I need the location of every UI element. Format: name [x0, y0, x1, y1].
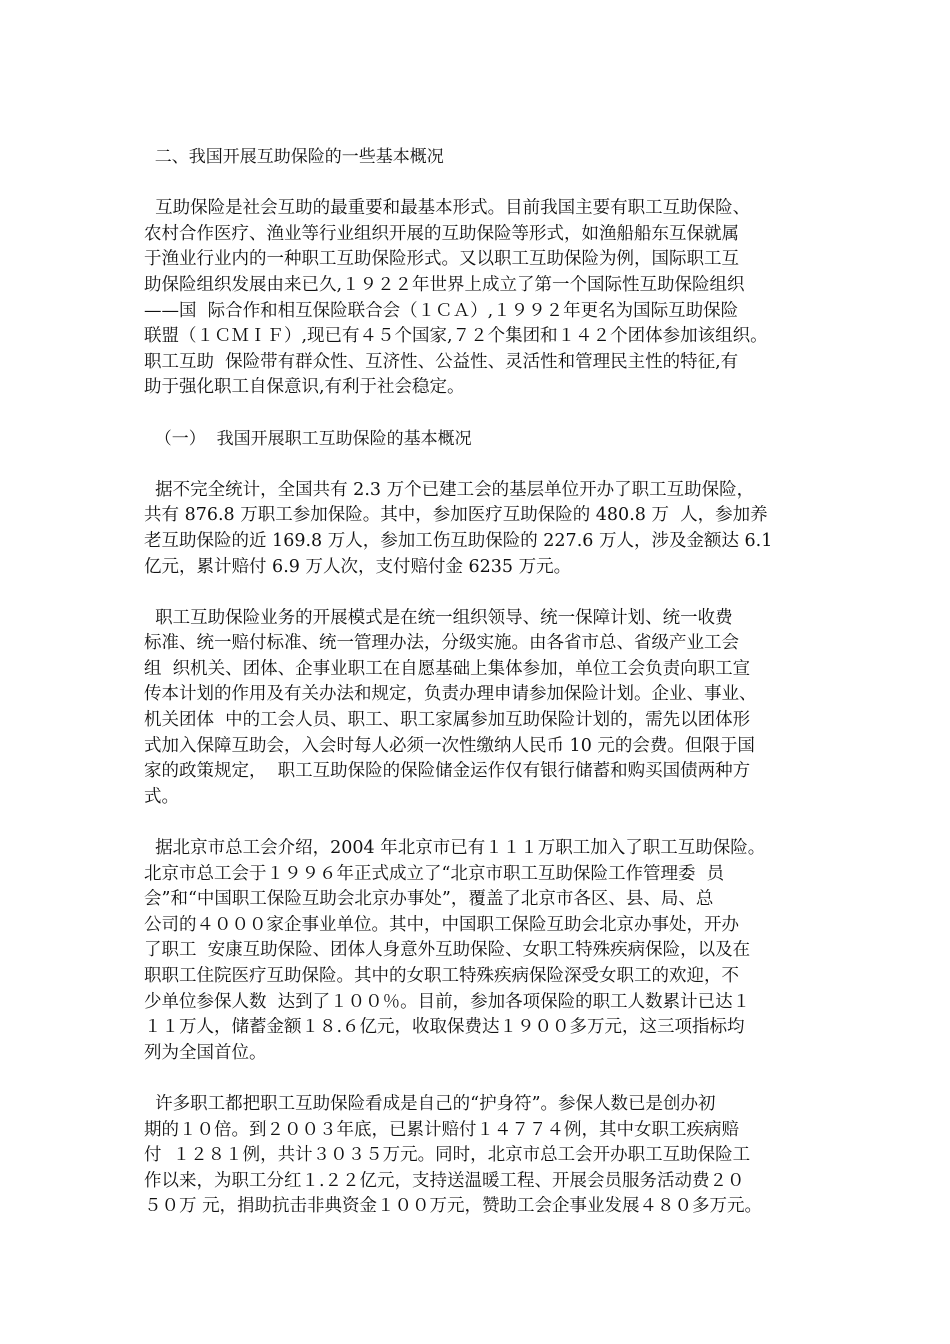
text-line: 职工互助保险业务的开展模式是在统一组织领导、统一保障计划、统一收费	[144, 607, 733, 628]
text-line: 联盟（１ＣＭＩＦ）,现已有４５个国家,７２个集团和１４２个团体参加该组织。	[144, 326, 768, 347]
text-line: 职职工住院医疗互助保险。其中的女职工特殊疾病保险深受女职工的欢迎，不	[144, 966, 739, 986]
text-line: 亿元，累计赔付 6.9 万人次，支付赔付金 6235 万元。	[144, 556, 572, 577]
text-line: 北京市总工会于１９９６年正式成立了“北京市职工互助保险工作管理委 员	[144, 863, 725, 884]
text-line: 助于强化职工自保意识,有利于社会稳定。	[144, 377, 465, 398]
text-line: 期的１０倍。到２００３年底，已累计赔付１４７７４例，其中女职工疾病赔	[144, 1119, 739, 1140]
text-line: 许多职工都把职工互助保险看成是自己的“护身符”。参保人数已是创办初	[144, 1093, 716, 1114]
document-page	[144, 145, 824, 1220]
text-line: 据不完全统计，全国共有 2.3 万个已建工会的基层单位开办了职工互助保险，	[144, 479, 755, 500]
text-line: 式加入保障互助会，入会时每人必须一次性缴纳人民币 10 元的会费。但限于国	[144, 735, 755, 756]
text-line: ——国 际合作和相互保险联合会（１ＣＡ）,１９９２年更名为国际互助保险	[144, 300, 739, 321]
text-line: 式。	[144, 786, 179, 807]
paragraph-spacer	[144, 171, 824, 197]
text-line: 列为全国首位。	[144, 1042, 267, 1063]
paragraph-mutual-insurance-overview	[144, 196, 824, 401]
paragraph-spacer	[144, 1066, 824, 1092]
text-line: 付 １２８１例，共计３０３５万元。同时，北京市总工会开办职工互助保险工	[144, 1145, 751, 1166]
paragraph-statistics	[144, 478, 824, 580]
paragraph-spacer	[144, 452, 824, 478]
paragraph-beijing-union	[144, 836, 824, 1066]
text-line: 助保险组织发展由来已久,１９２２年世界上成立了第一个国际性互助保险组织	[144, 274, 745, 295]
text-line: 互助保险是社会互助的最重要和最基本形式。目前我国主要有职工互助保险、	[144, 198, 751, 219]
text-line: 标准、统一赔付标准、统一管理办法，分级实施。由各省市总、省级产业工会	[144, 633, 739, 654]
text-line: 机关团体 中的工会人员、职工、职工家属参加互助保险计划的，需先以团体形	[144, 710, 751, 731]
paragraph-spacer	[144, 401, 824, 427]
text-line: 职工互助 保险带有群众性、互济性、公益性、灵活性和管理民主性的特征,有	[144, 351, 739, 372]
text-line: 传本计划的作用及有关办法和规定，负责办理申请参加保险计划。企业、事业、	[144, 684, 757, 705]
text-line: 老互助保险的近 169.8 万人，参加工伤互助保险的 227.6 万人，涉及金额达 6.1	[144, 530, 773, 551]
text-line: ５０万 元，捐助抗击非典资金１００万元，赞助工会企事业发展４８０多万元。	[144, 1196, 763, 1217]
paragraph-spacer	[144, 810, 824, 836]
text-line: 少单位参保人数 达到了１００％。目前，参加各项保险的职工人数累计已达１	[144, 991, 751, 1012]
paragraph-operation-mode	[144, 606, 824, 811]
text-line: 组 织机关、团体、企事业职工在自愿基础上集体参加，单位工会负责向职工宣	[144, 658, 751, 679]
text-line: 据北京市总工会介绍，2004 年北京市已有１１１万职工加入了职工互助保险。	[144, 838, 766, 859]
text-line: 家的政策规定， 职工互助保险的保险储金运作仅有银行储蓄和购买国债两种方	[144, 761, 751, 782]
text-line: 会”和“中国职工保险互助会北京办事处”，覆盖了北京市各区、县、局、总	[144, 889, 714, 910]
text-line: 共有 876.8 万职工参加保险。其中，参加医疗互助保险的 480.8 万 人，参加养	[144, 505, 768, 526]
paragraph-spacer	[144, 580, 824, 606]
text-line: 公司的４０００家企事业单位。其中，中国职工保险互助会北京办事处，开办	[144, 914, 739, 935]
subsection-heading: （一） 我国开展职工互助保险的基本概况	[144, 428, 472, 449]
paragraph-talisman	[144, 1092, 824, 1220]
text-line: 农村合作医疗、渔业等行业组织开展的互助保险等形式，如渔船船东互保就属	[144, 223, 739, 244]
text-line: 于渔业行业内的一种职工互助保险形式。又以职工互助保险为例，国际职工互	[144, 249, 739, 270]
text-line: １１万人，储蓄金额１８.６亿元，收取保费达１９００多万元，这三项指标均	[144, 1017, 745, 1038]
text-line: 了职工 安康互助保险、团体人身意外互助保险、女职工特殊疾病保险，以及在	[144, 940, 751, 961]
section-heading: 二、我国开展互助保险的一些基本概况	[144, 147, 444, 167]
text-line: 作以来，为职工分红１.２２亿元，支持送温暖工程、开展会员服务活动费２０	[144, 1170, 745, 1191]
